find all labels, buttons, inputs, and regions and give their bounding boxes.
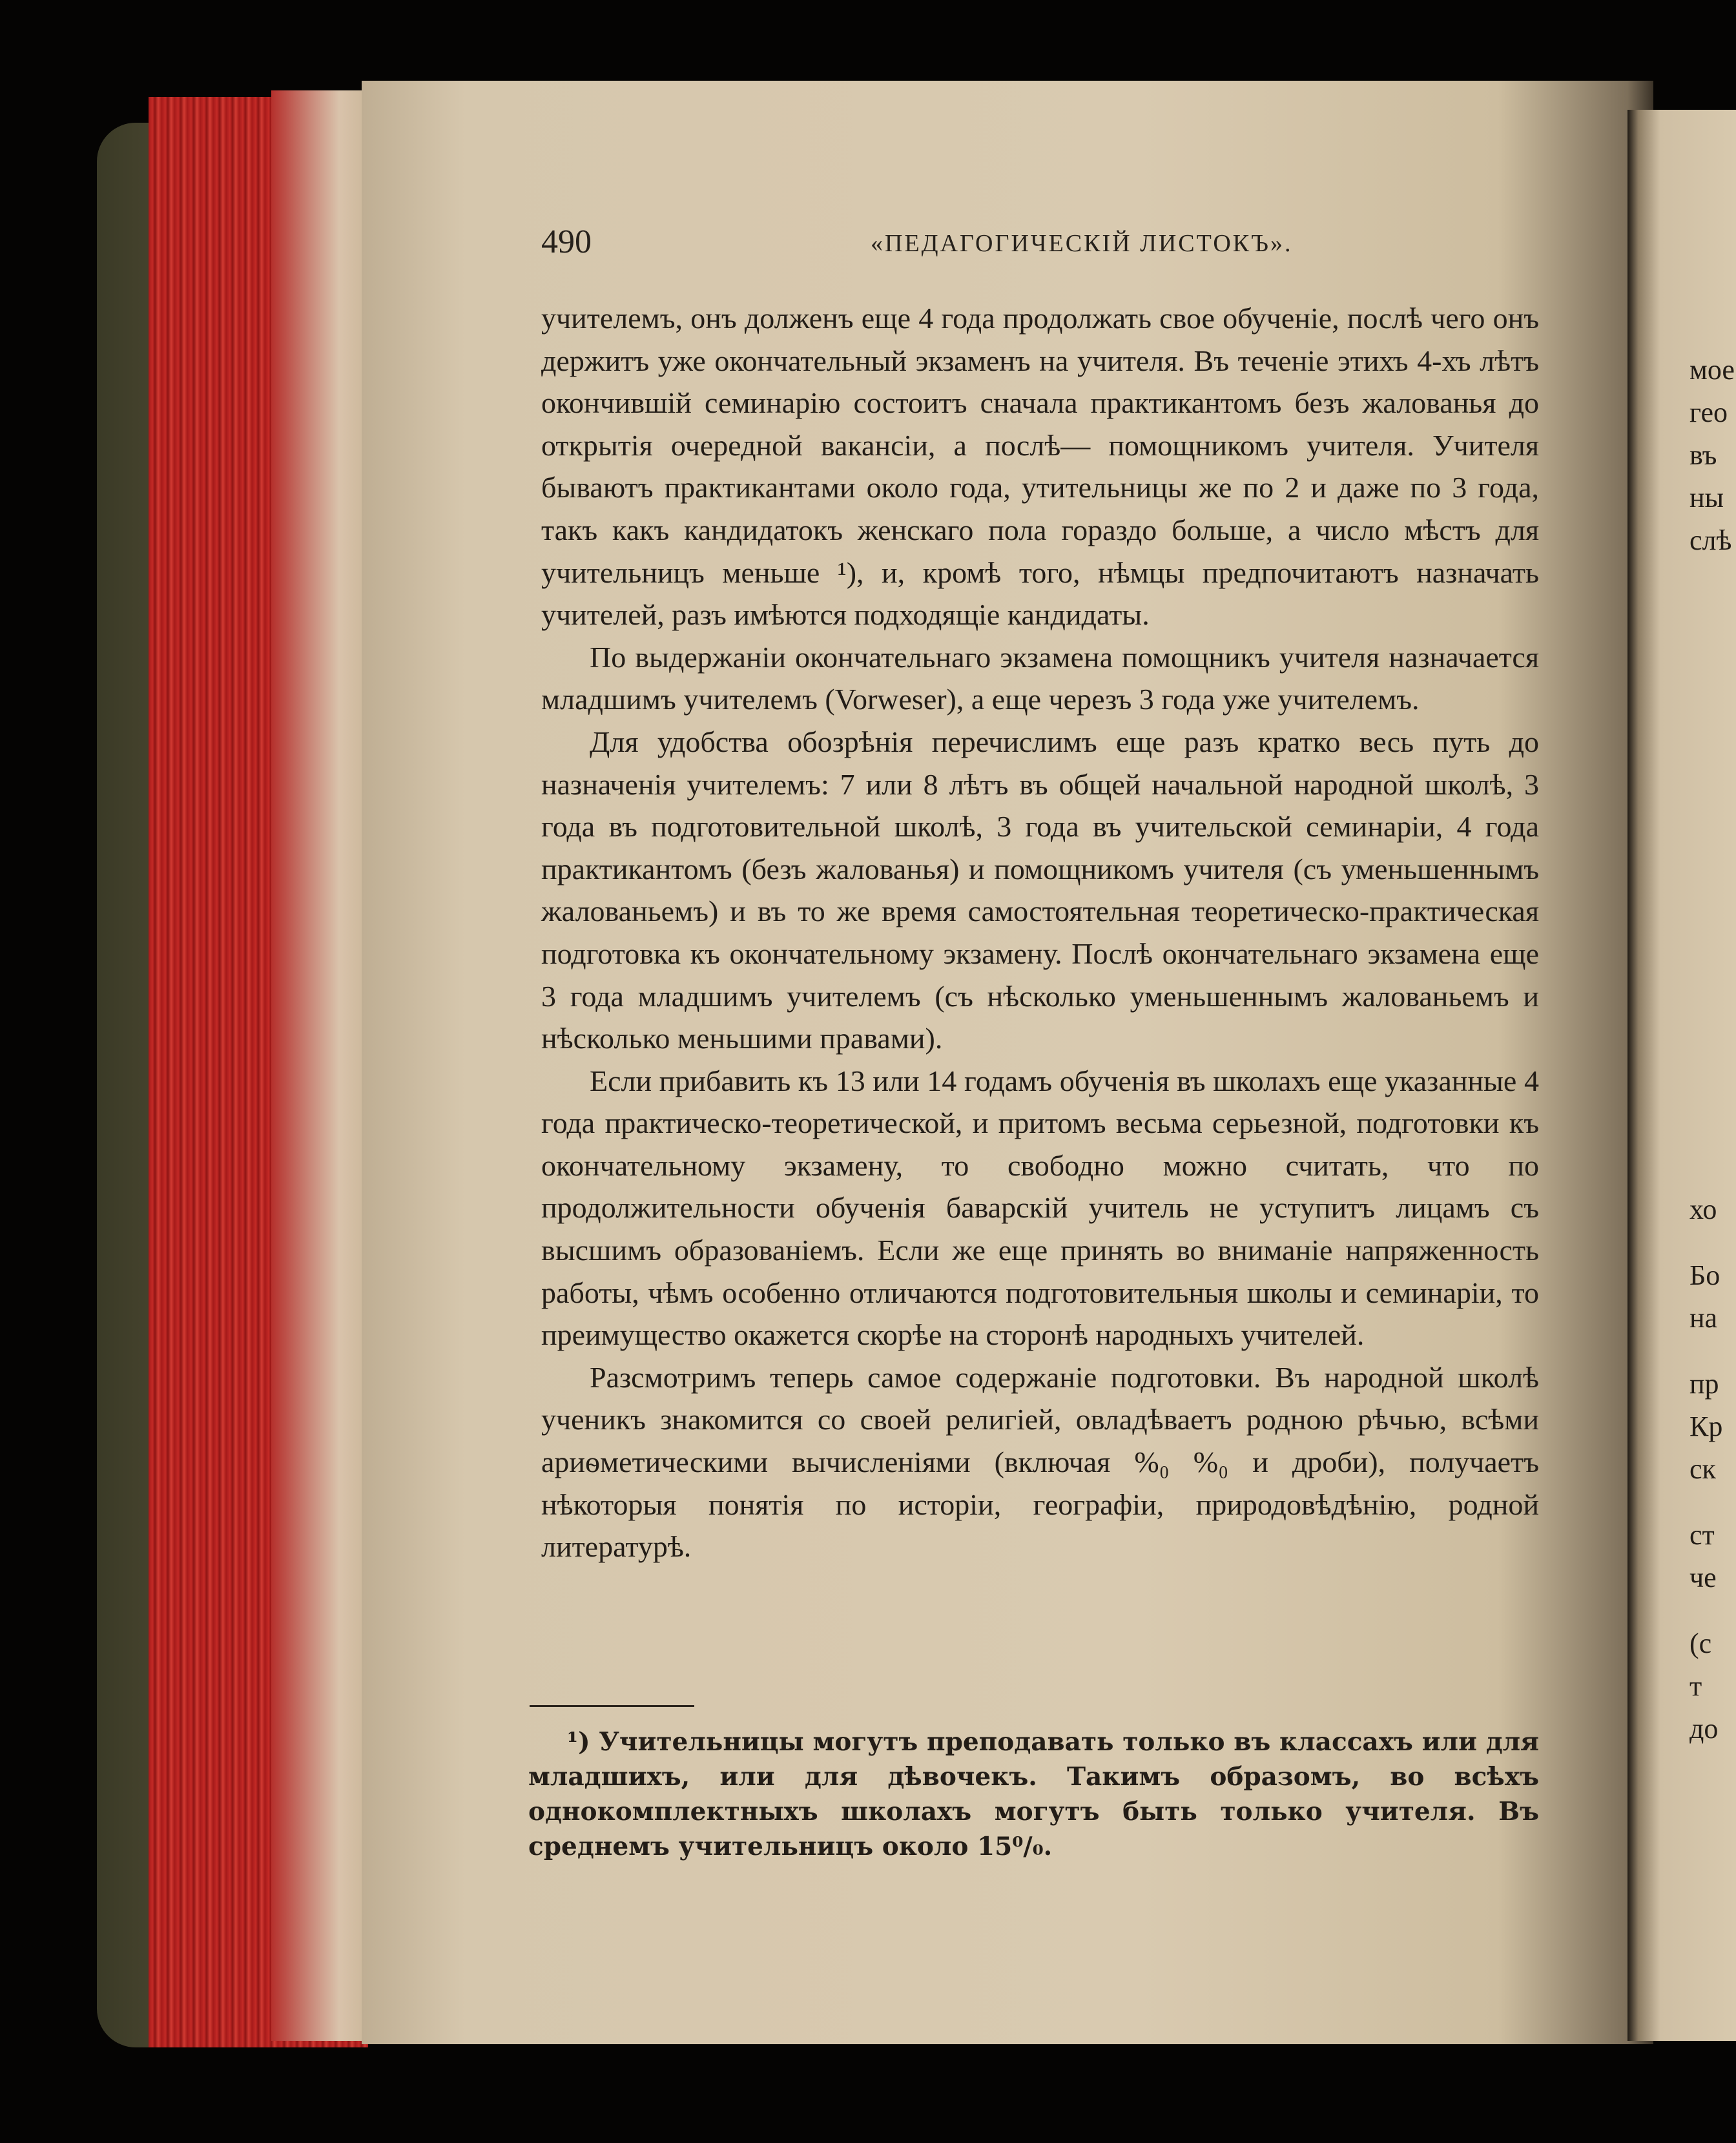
- running-head: [541, 223, 1549, 268]
- next-page-line: ны: [1690, 482, 1724, 513]
- next-page-line: ск: [1690, 1453, 1716, 1485]
- footnote-divider: [530, 1705, 694, 1707]
- paragraph: учителемъ, онъ долженъ еще 4 года продолжать свое обученіе, послѣ чего онъ держитъ уже окончательный экзаменъ на учителя. Въ теченіе этихъ 4-хъ лѣтъ окончившій семинарію состоитъ сначала практикантомъ безъ жалованья до открытія очередной вакансіи, а послѣ— помощникомъ учителя. Учителя бываютъ практикантами около года, утительницы же по 2 и даже по 3 года, такъ какъ кандидатокъ женскаго пола гораздо больше, а число мѣстъ для учительницъ меньше ¹), и, кромѣ того, нѣмцы предпочитаютъ назначать учителей, разъ имѣются подходящіе кандидаты.: [541, 302, 1539, 632]
- journal-title: «ПЕДАГОГИЧЕСКІЙ ЛИСТОКЪ».: [871, 230, 1293, 257]
- paragraph: Разсмотримъ теперь самое содержаніе подготовки. Въ народной школѣ ученикъ знакомится со своей религіей, овладѣваетъ родною рѣчью, всѣми ариѳметическими вычисленіями (включая %₀ %₀ и дроби), получаетъ нѣкоторыя понятія по исторіи, географіи, природовѣдѣнію, родной литературѣ.: [541, 1360, 1539, 1564]
- next-page-line: гео: [1690, 397, 1728, 428]
- next-page-line: (с: [1690, 1628, 1712, 1659]
- next-page-text-bottom: [1690, 1188, 1736, 1750]
- paragraph: Для удобства обозрѣнія перечислимъ еще разъ кратко весь путь до назначенія учителемъ: 7 или 8 лѣтъ въ общей начальной народной школѣ, 3 года въ подготовительной школѣ, 3 года въ учительской семинаріи, 4 года практикантомъ (безъ жалованья) и помощникомъ учителя (съ уменьшеннымъ жалованьемъ) и въ то же время самостоятельная теоретическо-практическая подготовка къ окончательному экзамену. Послѣ окончательнаго экзамена еще 3 года младшимъ учителемъ (съ нѣсколько уменьшеннымъ жалованьемъ и нѣсколько меньшими правами).: [541, 725, 1539, 1055]
- next-page-line: хо: [1690, 1194, 1717, 1225]
- next-page-line: т: [1690, 1670, 1702, 1702]
- next-page-line: пр: [1690, 1368, 1719, 1400]
- footnote: ¹) Учительницы могутъ преподавать только въ классахъ или для младшихъ, или для дѣвочекъ. Такимъ образомъ, во всѣхъ однокомплектныхъ школахъ могутъ быть только учителя. Въ среднемъ учительницъ около 15⁰/₀.: [528, 1727, 1539, 1861]
- page-number: 490: [541, 223, 592, 260]
- next-page-line: че: [1690, 1562, 1717, 1593]
- next-page-line: мое: [1690, 354, 1735, 386]
- next-page-line: Кр: [1690, 1411, 1723, 1442]
- page-edges-inner: [271, 90, 368, 2041]
- next-page-line: въ: [1690, 439, 1717, 471]
- next-page-line: на: [1690, 1302, 1718, 1334]
- next-page-line: Бо: [1690, 1259, 1720, 1291]
- next-page-line: до: [1690, 1713, 1719, 1744]
- next-page-text-top: [1690, 349, 1736, 562]
- text-column: [541, 297, 1539, 1568]
- next-page-line: слѣ: [1690, 524, 1732, 556]
- next-page-line: ст: [1690, 1519, 1715, 1551]
- paragraph: По выдержаніи окончательнаго экзамена помощникъ учителя назначается младшимъ учителемъ (Vorweser), а еще черезъ 3 года уже учителемъ.: [541, 640, 1539, 716]
- paragraph: Если прибавить къ 13 или 14 годамъ обученія въ школахъ еще указанные 4 года практическо-теоретической, и притомъ весьма серьезной, подготовки къ окончательному экзамену, то свободно можно считать, что по продолжительности обученія баварскій учитель не уступитъ лицамъ съ высшимъ образованіемъ. Если же еще принять во вниманіе напряженность работы, чѣмъ особенно отличаются подготовительныя школы и семинаріи, то преимущество окажется скорѣе на сторонѣ народныхъ учителей.: [541, 1064, 1539, 1352]
